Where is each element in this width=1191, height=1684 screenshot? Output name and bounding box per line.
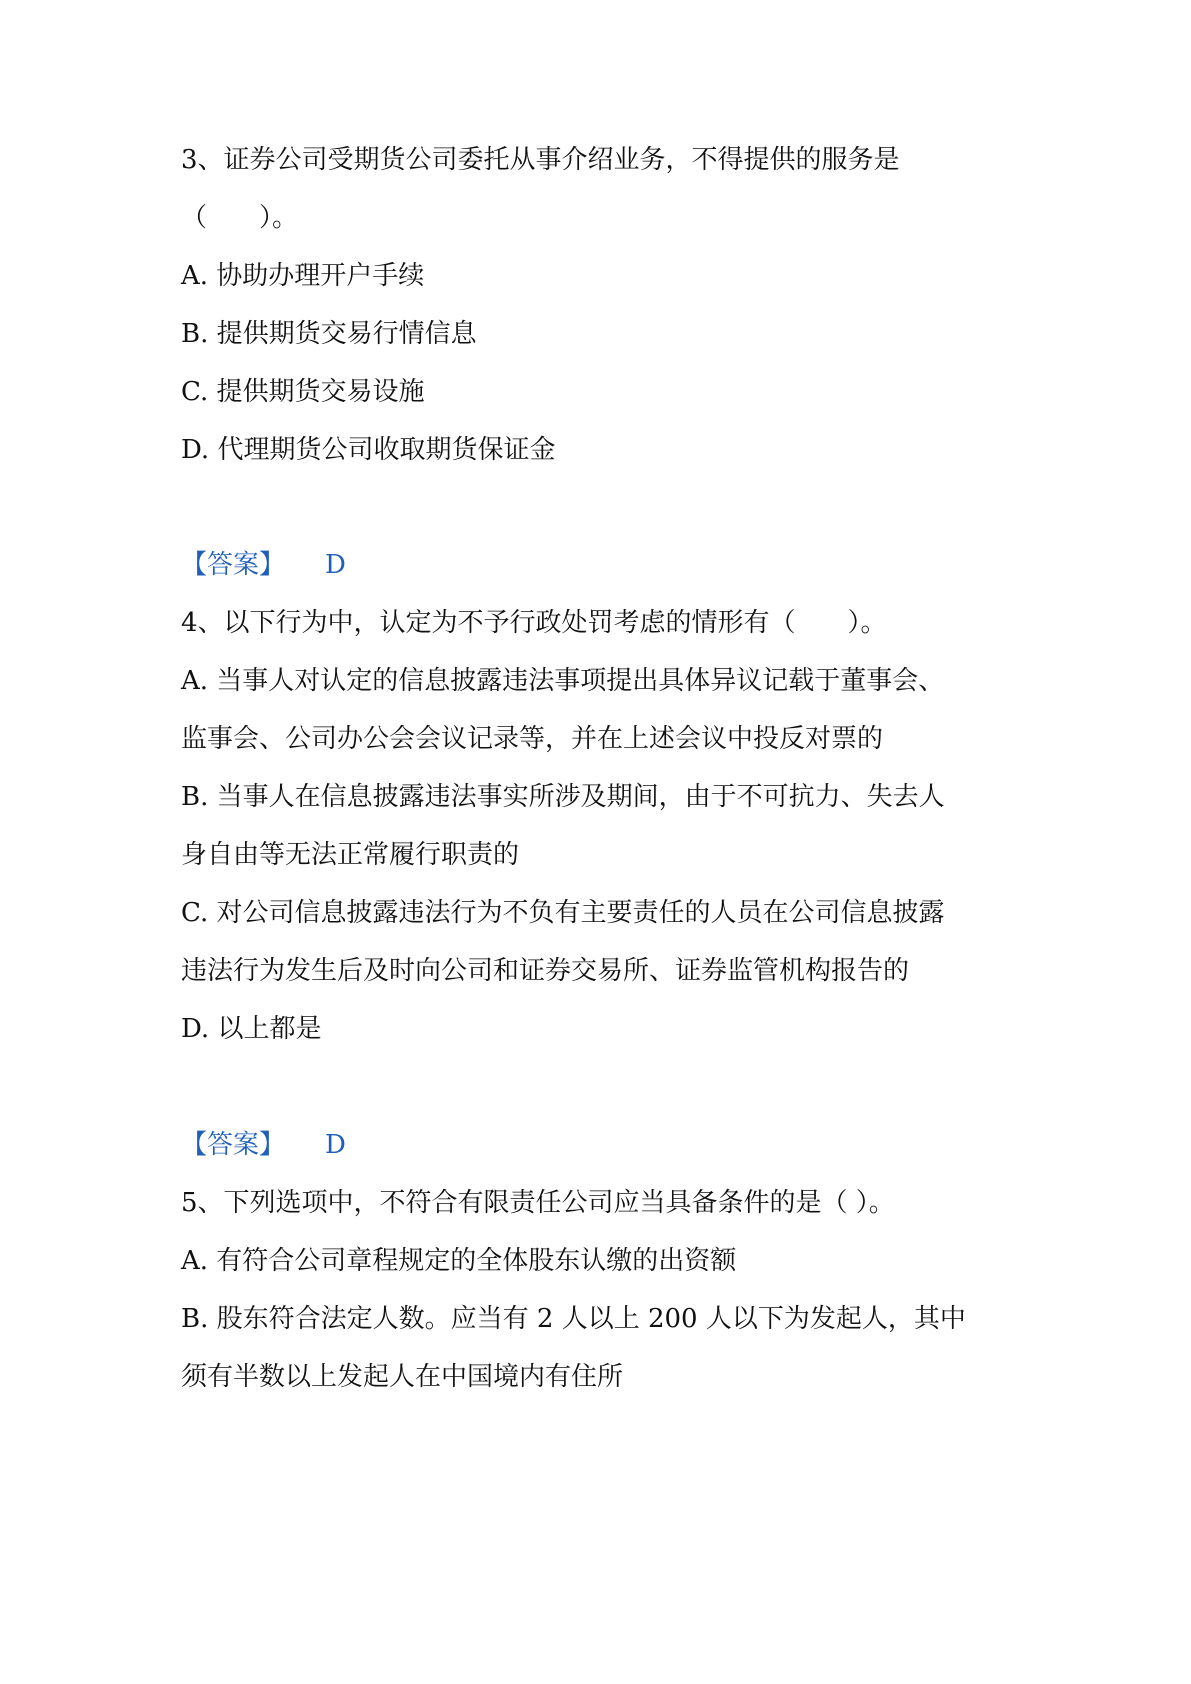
q3-option-b: B. 提供期货交易行情信息 [181,319,477,349]
q3-option-d: D. 代理期货公司收取期货保证金 [181,435,556,465]
q3-option-c: C. 提供期货交易设施 [181,377,425,407]
q4-answer [181,1128,346,1162]
q5-stem: 5、下列选项中，不符合有限责任公司应当具备条件的是（ ）。 [181,1188,895,1218]
q3-stem-line1: 3、证券公司受期货公司委托从事介绍业务，不得提供的服务是 [181,145,900,175]
q3-answer [181,548,346,582]
q4-stem: 4、以下行为中，认定为不予行政处罚考虑的情形有（ ）。 [181,608,887,638]
q3-answer-value: D [325,550,346,580]
q3-answer-label: 【答案】 [181,550,286,580]
q3-option-a: A. 协助办理开户手续 [181,261,425,291]
q4-option-a-line2: 监事会、公司办公会会议记录等，并在上述会议中投反对票的 [181,724,884,754]
q4-option-c-line1: C. 对公司信息披露违法行为不负有主要责任的人员在公司信息披露 [181,898,945,928]
q4-option-a-line1: A. 当事人对认定的信息披露违法事项提出具体异议记载于董事会、 [181,666,945,696]
q4-option-c-line2: 违法行为发生后及时向公司和证券交易所、证券监管机构报告的 [181,956,910,986]
q4-option-b-line1: B. 当事人在信息披露违法事实所涉及期间，由于不可抗力、失去人 [181,782,945,812]
q4-option-d: D. 以上都是 [181,1014,322,1044]
q5-option-a: A. 有符合公司章程规定的全体股东认缴的出资额 [181,1246,737,1276]
q4-option-b-line2: 身自由等无法正常履行职责的 [181,840,520,870]
q3-stem-line2: （ ）。 [181,203,299,233]
q5-option-b-line1: B. 股东符合法定人数。应当有 2 人以上 200 人以下为发起人，其中 [181,1304,966,1334]
q5-option-b-line2: 须有半数以上发起人在中国境内有住所 [181,1362,624,1392]
q4-answer-label: 【答案】 [181,1130,286,1160]
q4-answer-value: D [325,1130,346,1160]
